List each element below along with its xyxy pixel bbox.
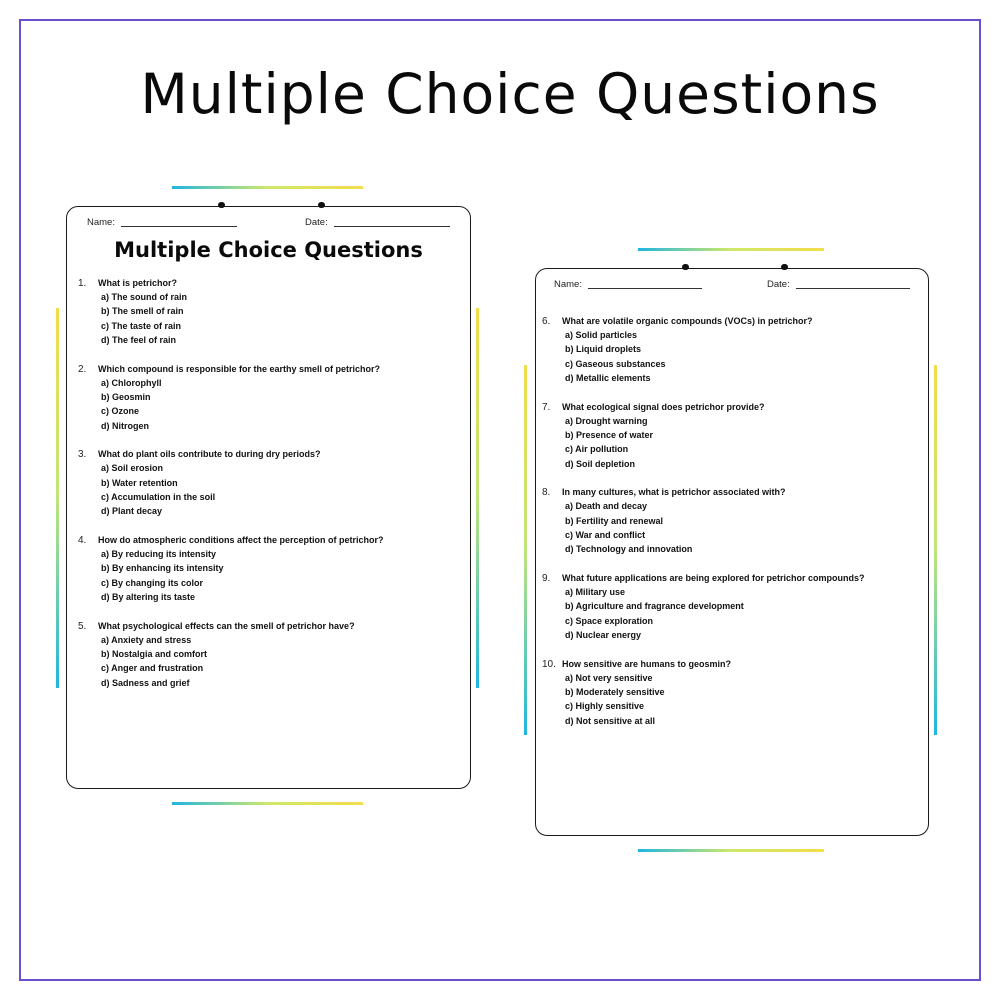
decorative-line-left xyxy=(56,308,59,688)
answer-options xyxy=(562,414,922,472)
answer-option[interactable]: b) Agriculture and fragrance development xyxy=(565,601,744,612)
answer-option[interactable]: a) Not very sensitive xyxy=(565,672,653,683)
question-number: 1. xyxy=(78,278,87,289)
answer-option[interactable]: b) Nostalgia and comfort xyxy=(101,648,208,659)
date-field[interactable] xyxy=(767,279,910,290)
answer-option[interactable]: a) Anxiety and stress xyxy=(101,634,192,645)
answer-option[interactable]: d) Technology and innovation xyxy=(565,544,693,555)
question-item xyxy=(78,447,458,519)
question-list xyxy=(542,314,922,742)
decorative-line-bottom xyxy=(172,802,363,805)
question-text: What psychological effects can the smell of petrichor have? xyxy=(98,620,355,631)
answer-options xyxy=(98,547,458,605)
question-item xyxy=(542,314,922,386)
decorative-line-right xyxy=(934,365,937,735)
answer-option[interactable]: b) Water retention xyxy=(101,477,178,488)
answer-option[interactable]: a) Military use xyxy=(565,586,626,597)
answer-options xyxy=(562,585,922,643)
answer-option[interactable]: b) Geosmin xyxy=(101,392,151,403)
name-field[interactable] xyxy=(87,217,237,228)
question-text: What do plant oils contribute to during dry periods? xyxy=(98,449,321,460)
question-item xyxy=(542,657,922,729)
answer-options xyxy=(562,671,922,729)
question-item xyxy=(542,571,922,643)
question-number: 8. xyxy=(542,487,551,499)
question-text: In many cultures, what is petrichor associated with? xyxy=(562,487,786,498)
decorative-line-top xyxy=(638,248,824,251)
answer-option[interactable]: d) Nuclear energy xyxy=(565,630,642,641)
name-line[interactable] xyxy=(121,226,237,227)
question-list xyxy=(78,276,458,704)
date-line[interactable] xyxy=(334,226,450,227)
answer-option[interactable]: a) Soil erosion xyxy=(101,463,164,474)
answer-option[interactable]: b) Liquid droplets xyxy=(565,344,641,355)
answer-option[interactable]: d) Nitrogen xyxy=(101,420,149,431)
answer-options xyxy=(562,499,922,557)
answer-option[interactable]: b) By enhancing its intensity xyxy=(101,563,224,574)
header-fields xyxy=(536,269,928,289)
date-line[interactable] xyxy=(796,288,910,289)
answer-options xyxy=(98,633,458,691)
worksheet-2 xyxy=(535,268,929,836)
question-text: Which compound is responsible for the earthy smell of petrichor? xyxy=(98,363,381,374)
answer-options xyxy=(562,328,922,386)
page-title: Multiple Choice Questions xyxy=(140,62,880,126)
date-label: Date: xyxy=(767,279,790,290)
answer-option[interactable]: c) Anger and frustration xyxy=(101,663,204,674)
answer-options xyxy=(98,376,458,434)
question-item xyxy=(78,276,458,348)
decorative-line-top xyxy=(172,186,363,189)
answer-option[interactable]: c) Air pollution xyxy=(565,444,629,455)
answer-option[interactable]: a) Chlorophyll xyxy=(101,377,162,388)
question-item xyxy=(78,362,458,434)
answer-options xyxy=(98,290,458,348)
question-item xyxy=(78,533,458,605)
question-number: 5. xyxy=(78,620,87,632)
answer-option[interactable]: c) Highly sensitive xyxy=(565,701,645,712)
question-item xyxy=(542,400,922,472)
answer-option[interactable]: b) Moderately sensitive xyxy=(565,686,665,697)
question-text: What ecological signal does petrichor provide? xyxy=(562,401,765,412)
answer-option[interactable]: c) Gaseous substances xyxy=(565,358,666,369)
answer-option[interactable]: d) Soil depletion xyxy=(565,458,635,469)
decorative-line-bottom xyxy=(638,849,824,852)
question-text: What is petrichor? xyxy=(98,278,178,288)
name-field[interactable] xyxy=(554,279,702,290)
date-label: Date: xyxy=(305,217,328,228)
answer-option[interactable]: b) The smell of rain xyxy=(101,306,184,317)
answer-option[interactable]: c) Ozone xyxy=(101,406,140,417)
answer-options xyxy=(98,461,458,519)
decorative-line-right xyxy=(476,308,479,688)
question-number: 9. xyxy=(542,572,551,584)
question-item xyxy=(542,485,922,557)
answer-option[interactable]: a) Drought warning xyxy=(565,415,648,426)
answer-option[interactable]: d) Metallic elements xyxy=(565,373,651,384)
answer-option[interactable]: a) Death and decay xyxy=(565,501,648,512)
answer-option[interactable]: c) Space exploration xyxy=(565,615,654,626)
question-number: 3. xyxy=(78,449,87,461)
answer-option[interactable]: b) Fertility and renewal xyxy=(565,515,664,526)
question-number: 10. xyxy=(542,658,556,670)
answer-option[interactable]: d) By altering its taste xyxy=(101,592,196,603)
answer-option[interactable]: a) The sound of rain xyxy=(101,292,188,302)
question-number: 6. xyxy=(542,316,551,327)
question-text: What are volatile organic compounds (VOCs) in petrichor? xyxy=(562,316,813,326)
answer-option[interactable]: c) War and conflict xyxy=(565,530,646,541)
answer-option[interactable]: d) Sadness and grief xyxy=(101,677,190,688)
worksheet-title: Multiple Choice Questions xyxy=(114,238,423,262)
answer-option[interactable]: c) The taste of rain xyxy=(101,320,182,331)
date-field[interactable] xyxy=(305,217,450,228)
answer-option[interactable]: c) By changing its color xyxy=(101,577,204,588)
question-number: 4. xyxy=(78,534,87,546)
question-number: 7. xyxy=(542,401,551,413)
question-number: 2. xyxy=(78,363,87,375)
header-fields xyxy=(67,207,470,227)
answer-option[interactable]: a) Solid particles xyxy=(565,330,638,340)
question-item xyxy=(78,619,458,691)
question-text: What future applications are being explored for petrichor compounds? xyxy=(562,572,865,583)
answer-option[interactable]: d) Not sensitive at all xyxy=(565,715,656,726)
answer-option[interactable]: c) Accumulation in the soil xyxy=(101,492,216,503)
name-line[interactable] xyxy=(588,288,702,289)
question-text: How do atmospheric conditions affect the perception of petrichor? xyxy=(98,534,384,545)
name-label: Name: xyxy=(87,217,115,228)
decorative-line-left xyxy=(524,365,527,735)
question-text: How sensitive are humans to geosmin? xyxy=(562,658,732,669)
answer-option[interactable]: d) The feel of rain xyxy=(101,335,177,346)
worksheet-1 xyxy=(66,206,471,789)
answer-option[interactable]: a) By reducing its intensity xyxy=(101,548,217,559)
answer-option[interactable]: d) Plant decay xyxy=(101,506,163,517)
name-label: Name: xyxy=(554,279,582,290)
answer-option[interactable]: b) Presence of water xyxy=(565,430,654,441)
